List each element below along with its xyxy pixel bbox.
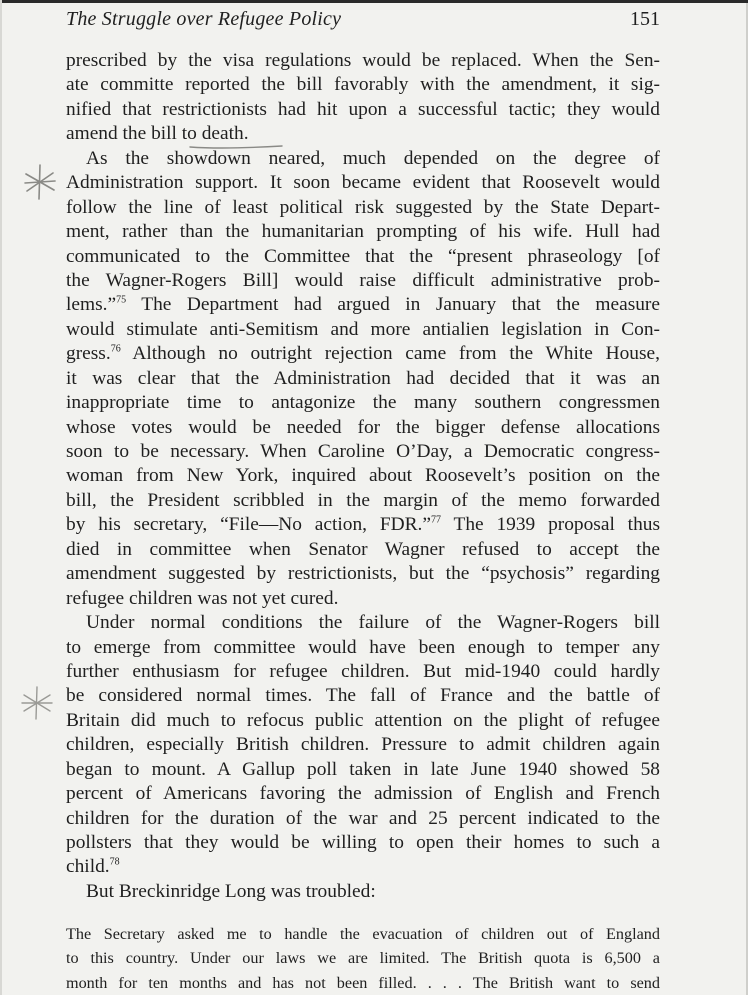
line-text: further enthusiasm for refugee children. But mid-1940 could hardly [66, 660, 660, 682]
line-text: began to mount. A Gallup poll taken in late June 1940 showed 58 [66, 758, 660, 780]
line-text: be considered normal times. The fall of France and the battle of [66, 685, 660, 707]
line-text: Under normal conditions the failure of the Wagner-Rogers bill [86, 612, 660, 634]
text-line [66, 611, 660, 635]
text-line [66, 562, 660, 586]
line-text: to emerge from committee would have been enough to temper any [66, 636, 660, 658]
text-line [66, 440, 660, 464]
text-line [66, 171, 660, 195]
line-text: it was clear that the Administration had decided that it was an [66, 367, 660, 389]
line-text: died in committee when Senator Wagner refused to accept the [66, 538, 660, 560]
line-text: woman from New York, inquired about Roosevelt’s position on the [66, 465, 660, 487]
quotation-line: month for ten months and has not been filled. . . . The British want to send [66, 973, 660, 992]
text-line [66, 758, 660, 782]
line-text: would stimulate anti-Semitism and more antialien legislation in Con- [66, 318, 660, 340]
text-line [66, 464, 660, 488]
text-line [66, 73, 660, 97]
line-text-continued: Although no outright rejection came from the White House, [120, 343, 660, 365]
text-line [66, 660, 660, 684]
line-text: amendment suggested by restrictionists, but the “psychosis” regarding [66, 563, 660, 585]
text-line [66, 245, 660, 269]
text-line [66, 513, 660, 537]
text-line [66, 636, 660, 660]
quotation-line: The Secretary asked me to handle the evacuation of children out of England [66, 925, 660, 943]
text-line [66, 269, 660, 293]
line-text: soon to be necessary. When Caroline O’Day, a Democratic congress- [66, 441, 660, 462]
text-line [66, 807, 660, 831]
text-line [66, 587, 660, 611]
asterisk-margin-mark-icon [22, 162, 58, 202]
text-line [66, 733, 660, 757]
quotation-line: to this country. Under our laws we are limited. The British quota is 6,500 a [66, 949, 660, 968]
block-quotation [66, 922, 660, 995]
line-text: nified that restrictionists had hit upon a successful tactic; they would [66, 98, 660, 120]
line-text: the Wagner-Rogers Bill] would raise difficult administrative prob- [66, 269, 660, 291]
line-text: ate committe reported the bill favorably with the amendment, it sig- [66, 74, 660, 96]
footnote-marker: 75 [116, 294, 127, 306]
scan-edge [2, 0, 748, 3]
asterisk-margin-mark-icon [20, 684, 54, 722]
line-text: amend the bill to death. [66, 123, 249, 145]
text-line [66, 416, 660, 440]
text-line [66, 782, 660, 806]
page-header [66, 8, 660, 36]
footnote-marker: 76 [110, 343, 121, 355]
line-text: percent of Americans favoring the admission of English and French [66, 783, 660, 805]
text-line [66, 391, 660, 415]
line-text: by his secretary, “File—No action, FDR.” [66, 514, 431, 536]
line-text: children, especially British children. Pressure to admit children again [66, 734, 660, 756]
line-text: gress. [66, 343, 111, 365]
text-line [66, 49, 660, 73]
text-line [66, 489, 660, 513]
line-text: bill, the President scribbled in the margin of the memo forwarded [66, 489, 660, 511]
line-text: Britain did much to refocus public attention on the plight of refugee [66, 709, 660, 731]
text-line [66, 855, 660, 879]
line-text: child. [66, 856, 110, 878]
text-line [66, 342, 660, 366]
text-line [66, 147, 660, 171]
line-text: communicated to the Committee that the “present phraseology [of [66, 245, 660, 267]
text-line [66, 831, 660, 855]
running-title: The Struggle over Refugee Policy [66, 8, 342, 30]
text-line [66, 122, 660, 146]
line-text: Administration support. It soon became evident that Roosevelt would [66, 172, 660, 194]
text-line [66, 538, 660, 562]
line-text: pollsters that they would be willing to open their homes to such a [66, 832, 660, 853]
line-text: ment, rather than the humanitarian prompting of his wife. Hull had [66, 221, 660, 243]
text-line [66, 98, 660, 122]
text-line [66, 880, 660, 904]
pencil-underline-mark [188, 143, 284, 151]
line-text: children for the duration of the war and 25 percent indicated to the [66, 807, 660, 829]
text-line [66, 196, 660, 220]
line-text-continued: The Department had argued in January that the measure [126, 294, 660, 316]
line-text-continued: The 1939 proposal thus [441, 514, 661, 536]
text-line [66, 684, 660, 708]
line-text: As the showdown neared, much depended on the degree of [86, 147, 660, 169]
line-text: whose votes would be needed for the bigger defense allocations [66, 416, 660, 438]
footnote-marker: 78 [109, 856, 120, 868]
text-line [66, 709, 660, 733]
line-text: refugee children was not yet cured. [66, 587, 339, 609]
body-text [66, 49, 660, 904]
text-line [66, 220, 660, 244]
line-text: follow the line of least political risk suggested by the State Depart- [66, 196, 660, 218]
line-text: But Breckinridge Long was troubled: [86, 880, 376, 902]
footnote-marker: 77 [431, 514, 441, 526]
line-text: lems.” [66, 294, 117, 316]
text-line [66, 367, 660, 391]
line-text: prescribed by the visa regulations would be replaced. When the Sen- [66, 50, 660, 71]
text-line [66, 318, 660, 342]
text-line [66, 293, 660, 317]
line-text: inappropriate time to antagonize the many southern congressmen [66, 392, 660, 414]
page-number: 151 [630, 8, 660, 30]
